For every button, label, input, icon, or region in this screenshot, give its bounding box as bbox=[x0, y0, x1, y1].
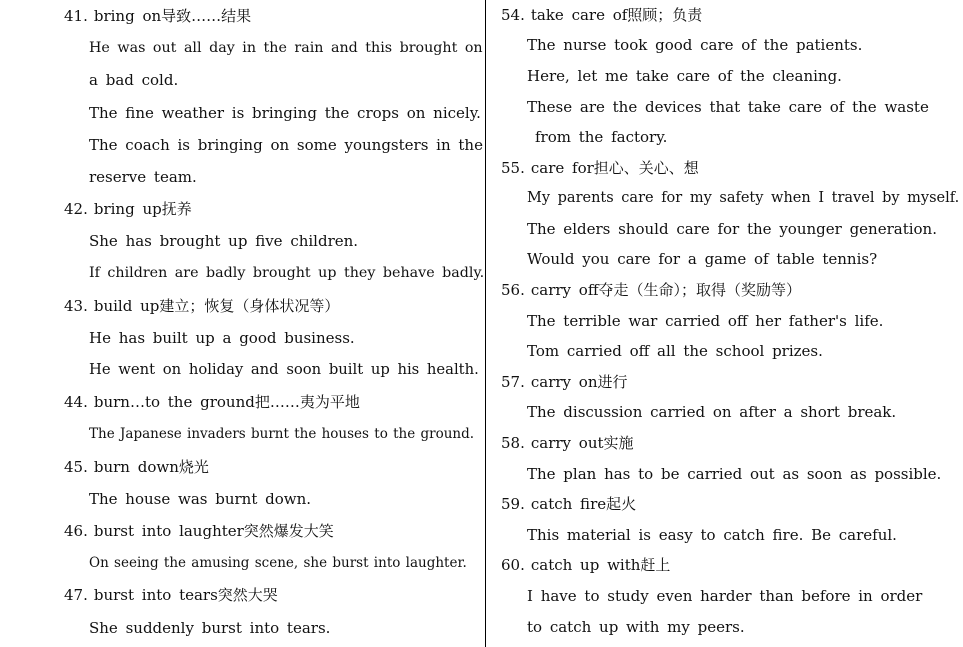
entry-number: 55. bbox=[501, 159, 525, 177]
column-divider bbox=[485, 0, 486, 647]
example-sentence: a bad cold. bbox=[89, 71, 179, 89]
entry-number: 56. bbox=[501, 281, 525, 299]
example-sentence: The plan has to be carried out as soon as possible. bbox=[527, 465, 942, 483]
entry-phrase: bring on导致……结果 bbox=[93, 7, 252, 25]
entry-number: 58. bbox=[501, 434, 525, 452]
example-sentence: Tom carried off all the school prizes. bbox=[527, 342, 823, 360]
entry-number: 59. bbox=[501, 495, 525, 513]
entry-heading bbox=[64, 392, 360, 412]
example-sentence: He has built up a good business. bbox=[89, 329, 355, 347]
entry-number: 44. bbox=[64, 393, 88, 411]
example-sentence: This material is easy to catch fire. Be careful. bbox=[527, 526, 897, 544]
entry-phrase: carry off夺走（生命）；取得（奖励等） bbox=[530, 281, 801, 299]
example-sentence: She has brought up five children. bbox=[89, 232, 359, 250]
example-sentence: from the factory. bbox=[535, 128, 668, 146]
entry-phrase: care for担心、关心、想 bbox=[530, 159, 699, 177]
entry-number: 46. bbox=[64, 522, 88, 540]
example-sentence: The fine weather is bringing the crops on nicely. bbox=[89, 104, 481, 122]
entry-heading bbox=[64, 296, 339, 316]
entry-heading bbox=[64, 6, 251, 26]
example-sentence: The house was burnt down. bbox=[89, 490, 312, 508]
entry-number: 60. bbox=[501, 556, 525, 574]
entry-heading bbox=[64, 199, 192, 219]
entry-phrase: catch fire起火 bbox=[530, 495, 637, 513]
example-sentence: The terrible war carried off her father's life. bbox=[527, 312, 884, 330]
entry-phrase: carry out实施 bbox=[530, 434, 634, 452]
entry-heading bbox=[64, 585, 278, 605]
entry-heading bbox=[501, 433, 634, 453]
example-sentence: She suddenly burst into tears. bbox=[89, 619, 331, 637]
entry-phrase: burst into tears突然大哭 bbox=[93, 586, 278, 604]
example-sentence: The coach is bringing on some youngsters in the bbox=[89, 136, 483, 154]
example-sentence: My parents care for my safety when I travel by myself. bbox=[527, 190, 960, 206]
example-sentence: The elders should care for the younger generation. bbox=[527, 220, 937, 238]
example-sentence: The nurse took good care of the patients. bbox=[527, 36, 863, 54]
example-sentence: These are the devices that take care of the waste bbox=[527, 98, 929, 116]
example-sentence: reserve team. bbox=[89, 168, 197, 186]
entry-number: 54. bbox=[501, 6, 525, 24]
example-sentence: He went on holiday and soon built up his health. bbox=[89, 361, 479, 378]
entry-heading bbox=[64, 521, 334, 541]
entry-number: 41. bbox=[64, 7, 88, 25]
entry-heading bbox=[501, 372, 627, 392]
example-sentence: Here, let me take care of the cleaning. bbox=[527, 67, 842, 85]
entry-number: 42. bbox=[64, 200, 88, 218]
entry-number: 43. bbox=[64, 297, 88, 315]
entry-heading bbox=[501, 280, 801, 300]
entry-heading bbox=[501, 158, 699, 178]
entry-phrase: build up建立；恢复（身体状况等） bbox=[93, 297, 340, 315]
entry-heading bbox=[64, 457, 209, 477]
example-sentence: The discussion carried on after a short break. bbox=[527, 403, 897, 421]
entry-phrase: bring up抚养 bbox=[93, 200, 192, 218]
example-sentence: The Japanese invaders burnt the houses to the ground. bbox=[89, 426, 475, 442]
example-sentence: Would you care for a game of table tennis? bbox=[527, 250, 878, 268]
entry-number: 47. bbox=[64, 586, 88, 604]
entry-heading bbox=[501, 494, 636, 514]
example-sentence: to catch up with my peers. bbox=[527, 618, 745, 636]
entry-heading bbox=[501, 555, 670, 575]
example-sentence: On seeing the amusing scene, she burst into laughter. bbox=[89, 555, 467, 571]
entry-phrase: take care of照顾；负责 bbox=[530, 6, 703, 24]
entry-phrase: burst into laughter突然爆发大笑 bbox=[93, 522, 334, 540]
entry-phrase: carry on进行 bbox=[530, 373, 628, 391]
entry-phrase: burn…to the ground把……夷为平地 bbox=[93, 393, 360, 411]
example-sentence: If children are badly brought up they behave badly. bbox=[89, 265, 485, 281]
entry-phrase: burn down烧光 bbox=[93, 458, 209, 476]
entry-number: 57. bbox=[501, 373, 525, 391]
entry-heading bbox=[501, 5, 702, 25]
example-sentence: I have to study even harder than before in order bbox=[527, 587, 923, 605]
example-sentence: He was out all day in the rain and this brought on bbox=[89, 40, 483, 56]
entry-number: 45. bbox=[64, 458, 88, 476]
entry-phrase: catch up with赶上 bbox=[530, 556, 671, 574]
